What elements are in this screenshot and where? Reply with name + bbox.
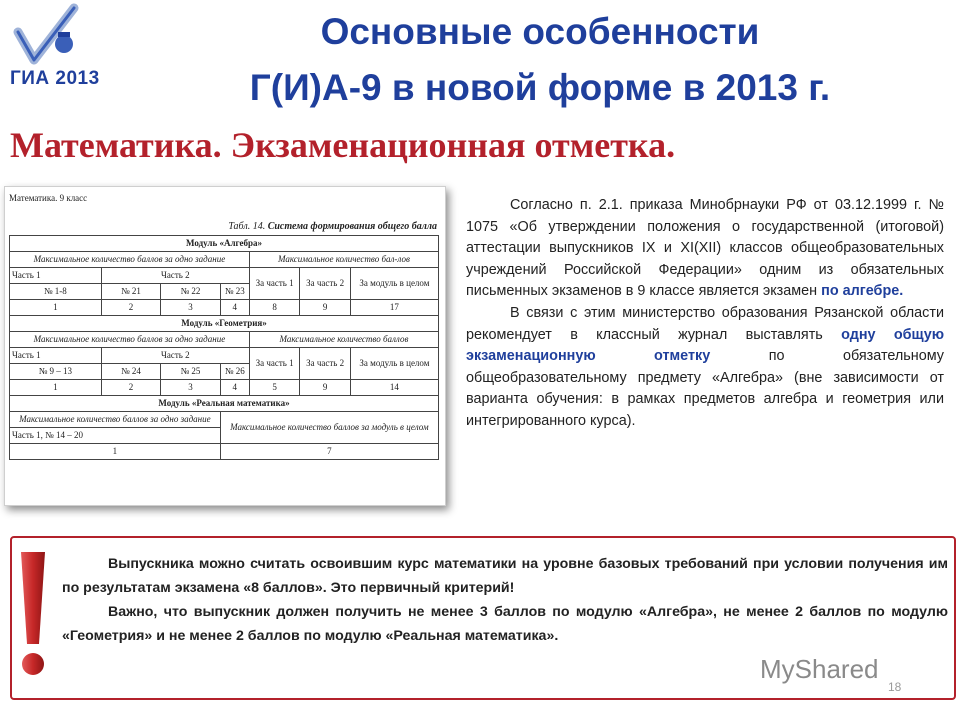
gia-2013-logo xyxy=(4,2,116,92)
table-header: Математика. 9 класс xyxy=(9,193,88,203)
real-max-total: Максимальное количество баллов за модуль в целом xyxy=(220,412,438,444)
geometry-sub-part1: За часть 1 xyxy=(249,348,300,380)
geometry-sub-part2: За часть 2 xyxy=(300,348,351,380)
algebra-value: 1 xyxy=(10,300,102,316)
algebra-value: 8 xyxy=(249,300,300,316)
real-part: Часть 1, № 14 – 20 xyxy=(10,428,221,444)
geometry-item: № 24 xyxy=(101,364,160,380)
explanation-paragraph-2: В связи с этим министерство образования Рязанской области рекомендует в классный журнал выставлять одну общую экзаменационную отметку по обязательному общеобразовательному предмету «Алгебра» (вне зависимости от варианта обучения: в рамках предметов алгебра и геометрия или интегрированного курса). xyxy=(466,304,945,429)
watermark: MyShared xyxy=(760,654,879,684)
geometry-value: 1 xyxy=(10,380,102,396)
module-geometry: Модуль «Геометрия» xyxy=(10,316,439,332)
algebra-item: № 23 xyxy=(220,284,249,300)
page-title-line2: Г(И)А-9 в новой форме в 2013 г. xyxy=(249,67,831,108)
real-value: 1 xyxy=(10,444,221,460)
exclamation-icon xyxy=(16,548,50,680)
geometry-part1: Часть 1 xyxy=(10,348,102,364)
real-max-task: Максимальное количество баллов за одно задание xyxy=(10,412,221,428)
alert-text xyxy=(62,552,948,648)
geometry-item: № 9 – 13 xyxy=(10,364,102,380)
geometry-value: 14 xyxy=(350,380,438,396)
geometry-max-level: Максимальное количество баллов xyxy=(249,332,438,348)
explanation-text xyxy=(466,195,944,433)
logo-text: ГИА 2013 xyxy=(10,68,100,89)
explanation-paragraph-1: Согласно п. 2.1. приказа Минобрнауки РФ от 03.12.1999 г. № 1075 «Об утверждении положения о государственной (итоговой) аттестации выпускников IX и XI(XII) классов общеобразовательных учреждений Российской Федерации» одним из обязательных письменных экзаменов в 9 классе является экзамен по алгебре. xyxy=(466,197,944,300)
page-title-line1: Основные особенности xyxy=(320,11,760,52)
algebra-part2: Часть 2 xyxy=(101,268,249,284)
scoring-table xyxy=(9,235,439,460)
algebra-sub-part1: За часть 1 xyxy=(249,268,300,300)
geometry-value: 2 xyxy=(101,380,160,396)
algebra-item: № 22 xyxy=(161,284,220,300)
algebra-sub-total: За модуль в целом xyxy=(350,268,438,300)
algebra-item: № 1-8 xyxy=(10,284,102,300)
geometry-item: № 26 xyxy=(220,364,249,380)
geometry-max-task: Максимальное количество баллов за одно задание xyxy=(10,332,250,348)
algebra-sub-part2: За часть 2 xyxy=(300,268,351,300)
algebra-max-task: Максимальное количество баллов за одно задание xyxy=(10,252,250,268)
algebra-part1: Часть 1 xyxy=(10,268,102,284)
geometry-part2: Часть 2 xyxy=(101,348,249,364)
algebra-value: 3 xyxy=(161,300,220,316)
algebra-value: 17 xyxy=(350,300,438,316)
geometry-value: 9 xyxy=(300,380,351,396)
geometry-value: 5 xyxy=(249,380,300,396)
algebra-max-level: Максимальное количество бал-лов xyxy=(249,252,438,268)
algebra-item: № 21 xyxy=(101,284,160,300)
page-number: 18 xyxy=(888,680,902,694)
real-value: 7 xyxy=(220,444,438,460)
geometry-value: 3 xyxy=(161,380,220,396)
module-algebra: Модуль «Алгебра» xyxy=(10,236,439,252)
algebra-value: 4 xyxy=(220,300,249,316)
checkmark-logo-icon xyxy=(4,2,116,72)
section-subtitle: Математика. Экзаменационная отметка. xyxy=(10,125,676,165)
geometry-sub-total: За модуль в целом xyxy=(350,348,438,380)
algebra-value: 2 xyxy=(101,300,160,316)
module-real-math: Модуль «Реальная математика» xyxy=(10,396,439,412)
alert-paragraph-2: Важно, что выпускник должен получить не менее 3 баллов по модулю «Алгебра», не менее 2 баллов по модулю «Геометрия» и не менее 2 баллов по модулю «Реальная математика». xyxy=(62,604,948,644)
alert-paragraph-1: Выпускника можно считать освоившим курс математики на уровне базовых требований при условии получения им по результатам экзамена «8 баллов». Это первичный критерий! xyxy=(62,556,948,596)
scoring-table-card xyxy=(4,186,446,506)
table-caption: Табл. 14. Система формирования общего балла xyxy=(228,221,437,232)
geometry-item: № 25 xyxy=(161,364,220,380)
algebra-value: 9 xyxy=(300,300,351,316)
geometry-value: 4 xyxy=(220,380,249,396)
